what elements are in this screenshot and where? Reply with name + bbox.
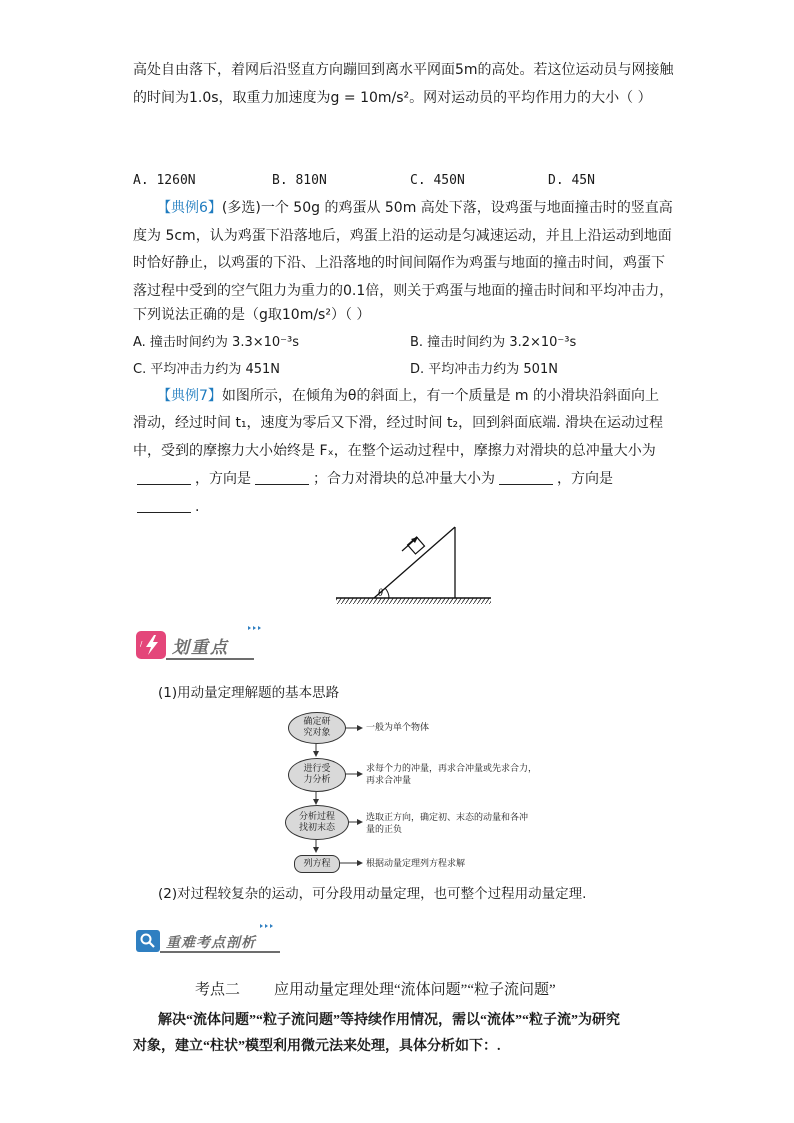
flow-node-1 [288, 712, 346, 744]
q7-text-4a: ，方向是 [195, 471, 251, 487]
q7-line-5 [133, 497, 199, 517]
banner-key-points-title: 划重点 [172, 638, 229, 658]
theta-label: θ [378, 588, 383, 599]
angle-arc [385, 588, 389, 598]
q7-label: 【典例7】 [157, 388, 222, 404]
answer-blank-4[interactable] [137, 498, 191, 513]
q6-line-5: 下列说法正确的是（g取10m/s²）（ ） [133, 307, 371, 323]
flow-node-4-text: 列方程 [303, 858, 331, 869]
q6-label: 【典例6】 [157, 200, 222, 216]
q5-line-1: 高处自由落下，着网后沿竖直方向蹦回到离水平网面5m的高处。若这位运动员与网接触 [133, 62, 674, 78]
incline-diagram [334, 525, 494, 610]
answer-blank-1[interactable] [137, 470, 191, 485]
q5-option-b: B. 810N [272, 173, 327, 188]
q6-option-a: A. 撞击时间约为 3.3×10⁻³s [133, 335, 300, 350]
topic-body-line-1: 解决“流体问题”“粒子流问题”等持续作用情况，需以“流体”“粒子流”为研究 [158, 1013, 620, 1028]
q7-line-4 [133, 469, 613, 489]
answer-blank-2[interactable] [255, 470, 309, 485]
q5-option-a: A. 1260N [133, 173, 196, 188]
q5-option-d: D. 45N [548, 173, 595, 188]
topic-title: 应用动量定理处理“流体问题”“粒子流问题” [274, 982, 556, 998]
flow-node-2 [288, 758, 346, 792]
svg-text:/: / [140, 640, 143, 648]
flow-note-3a: 选取正方向，确定初、末态的动量和各冲 [366, 813, 529, 823]
ground-hatch [336, 598, 491, 604]
flow-node-2-text: 进行受 力分析 [303, 764, 331, 785]
key-point-2: (2)对过程较复杂的运动，可分段用动量定理，也可整个过程用动量定理. [158, 886, 587, 902]
q6-option-c: C. 平均冲击力约为 451N [133, 362, 281, 377]
flow-note-2b: 再求合冲量 [366, 776, 412, 786]
banner-key-points [134, 624, 264, 668]
flow-node-3-text: 分析过程 找初末态 [298, 811, 335, 833]
answer-blank-3[interactable] [499, 470, 553, 485]
q6-line-4: 落过程中受到的空气阻力为重力的0.1倍，则关于鸡蛋与地面的撞击时间和平均冲击力， [133, 283, 674, 299]
q7-line-3: 中，受到的摩擦力大小始终是 Fₓ，在整个运动过程中，摩擦力对滑块的总冲量大小为 [133, 443, 656, 459]
q7-text-4c: ，方向是 [557, 471, 613, 487]
flow-node-4 [294, 855, 340, 873]
q7-text-1: 如图所示，在倾角为θ的斜面上，有一个质量是 m 的小滑块沿斜面向上 [221, 388, 660, 404]
q5-option-c: C. 450N [410, 173, 465, 188]
flow-note-4: 根据动量定理列方程求解 [366, 859, 466, 869]
flow-note-3b: 量的正负 [366, 825, 403, 835]
incline-surface [374, 527, 455, 598]
q7-line-2: 滑动，经过时间 t₁，速度为零后又下滑，经过时间 t₂，回到斜面底端. 滑块在运动过程 [133, 415, 664, 431]
q5-line-2: 的时间为1.0s，取重力加速度为g = 10m/s²。网对运动员的平均作用力的大小（ ） [133, 90, 652, 106]
q6-option-d: D. 平均冲击力约为 501N [410, 362, 558, 377]
key-point-1: (1)用动量定理解题的基本思路 [158, 685, 340, 701]
topic-body-line-2: 对象，建立“柱状”模型利用微元法来处理，具体分析如下：. [133, 1039, 501, 1054]
flow-node-1-text: 确定研 究对象 [303, 717, 331, 738]
flow-note-1: 一般为单个物体 [366, 723, 430, 733]
q7-text-4b: ；合力对滑块的总冲量大小为 [313, 471, 495, 487]
q7-period: . [195, 499, 200, 515]
q7-line-1 [157, 386, 659, 406]
banner-difficult-points-title: 重难考点剖析 [166, 935, 256, 951]
q6-text-1: (多选)一个 50g 的鸡蛋从 50m 高处下落，设鸡蛋与地面撞击时的竖直高 [221, 200, 673, 216]
flow-node-3 [285, 805, 349, 840]
flow-note-2a: 求每个力的冲量，再求合冲量或先求合力， [366, 764, 538, 774]
q6-line-1 [157, 198, 673, 218]
q6-line-3: 时恰好静止，以鸡蛋的下沿、上沿落地的时间间隔作为鸡蛋与地面的撞击时间，鸡蛋下 [133, 255, 665, 271]
q6-line-2: 度为 5cm，认为鸡蛋下沿落地后，鸡蛋上沿的运动是匀减速运动，并且上沿运动到地面 [133, 228, 672, 244]
banner-difficult-points [134, 922, 284, 962]
topic-number: 考点二 [195, 982, 241, 998]
q6-option-b: B. 撞击时间约为 3.2×10⁻³s [410, 335, 577, 350]
